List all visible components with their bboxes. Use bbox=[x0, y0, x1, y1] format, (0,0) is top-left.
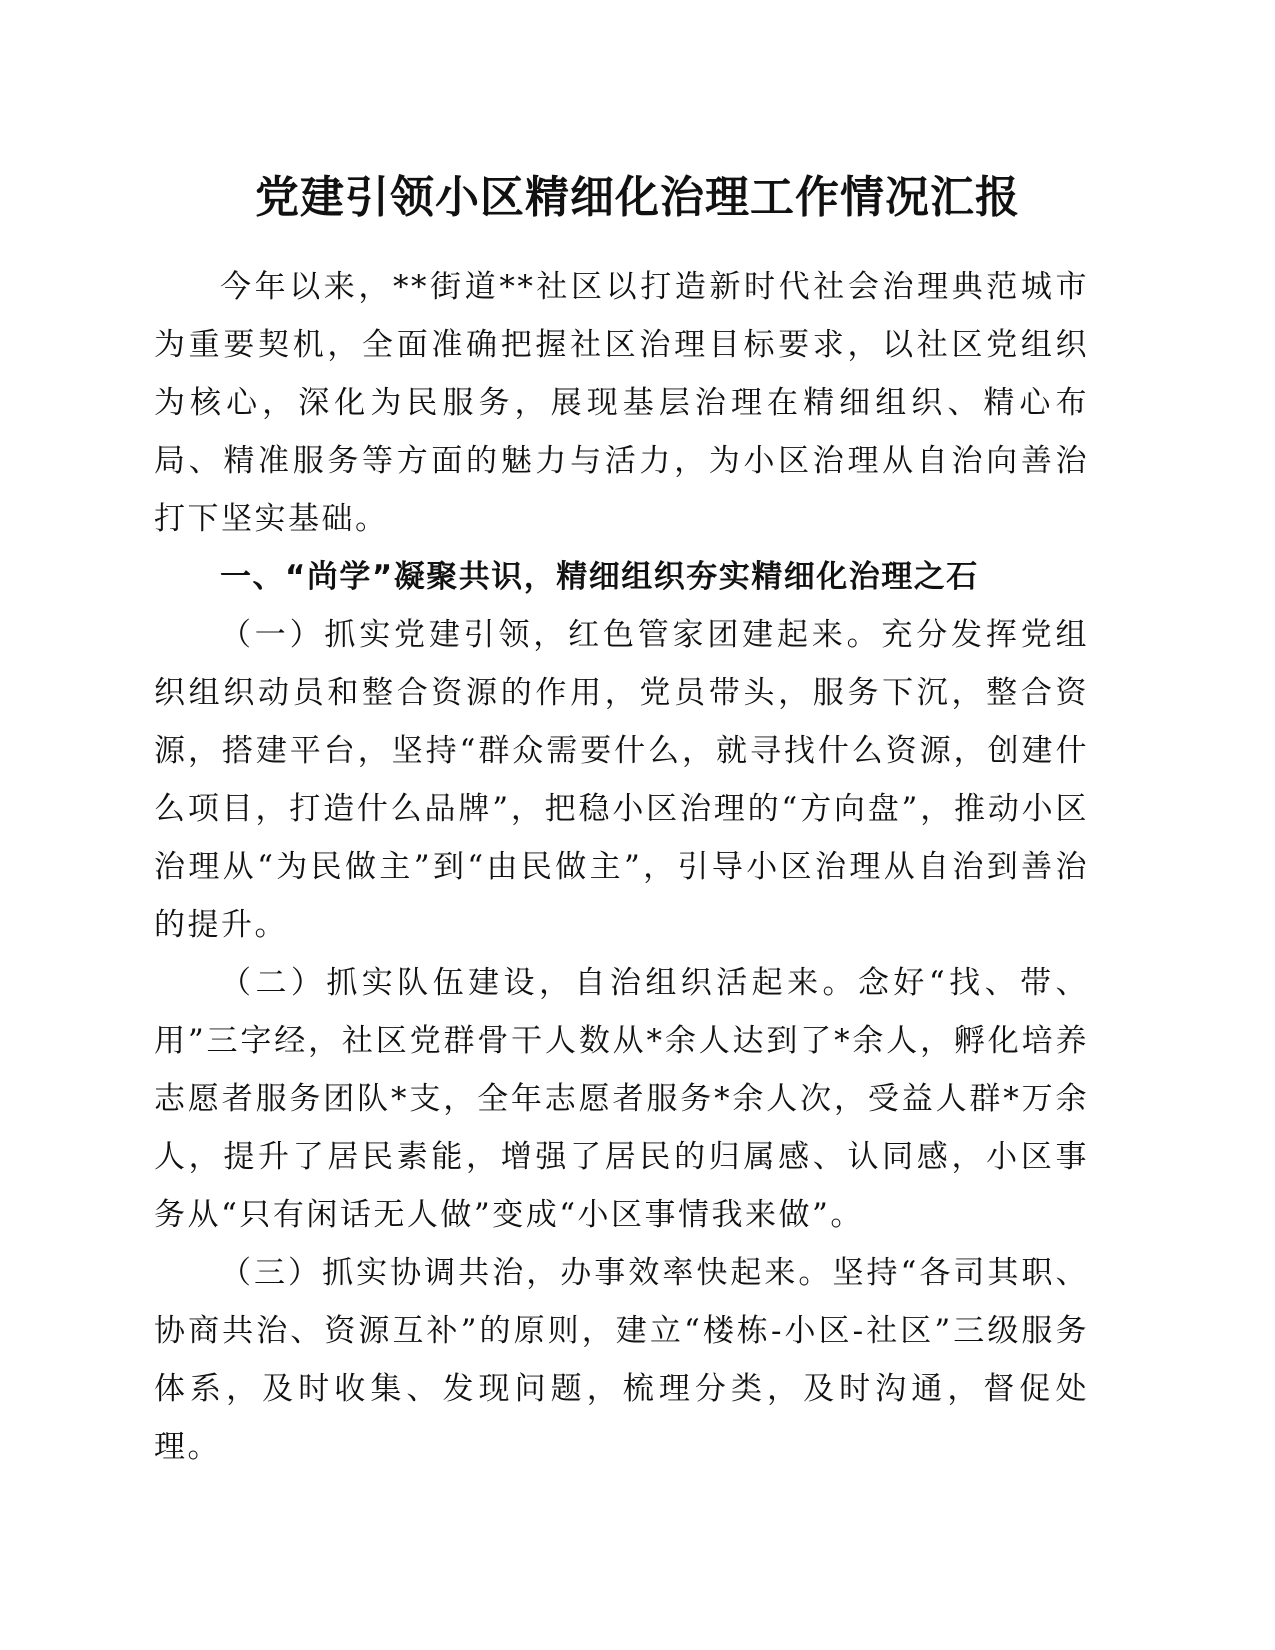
intro-paragraph: 今年以来，**街道**社区以打造新时代社会治理典范城市为重要契机，全面准确把握社区治理目标要求，以社区党组织为核心，深化为民服务，展现基层治理在精细组织、精心布局、精准服务等方面的魅力与活力，为小区治理从自治向善治打下坚实基础。 bbox=[154, 269, 1089, 537]
paragraph-1: （一）抓实党建引领，红色管家团建起来。充分发挥党组织组织动员和整合资源的作用，党员带头，服务下沉，整合资源，搭建平台，坚持“群众需要什么，就寻找什么资源，创建什么项目，打造什么品牌”，把稳小区治理的“方向盘”，推动小区治理从“为民做主”到“由民做主”，引导小区治理从自治到善治的提升。 bbox=[154, 617, 1089, 943]
section-heading: 一、“尚学”凝聚共识，精细组织夯实精细化治理之石 bbox=[220, 559, 979, 595]
document-body bbox=[154, 258, 1089, 1476]
document-title: 党建引领小区精细化治理工作情况汇报 bbox=[255, 172, 1020, 223]
paragraph-2: （二）抓实队伍建设，自治组织活起来。念好“找、带、用”三字经，社区党群骨干人数从*余人达到了*余人，孵化培养志愿者服务团队*支，全年志愿者服务*余人次，受益人群*万余人，提升了居民素能，增强了居民的归属感、认同感，小区事务从“只有闲话无人做”变成“小区事情我来做”。 bbox=[154, 965, 1089, 1233]
paragraph-3: （三）抓实协调共治，办事效率快起来。坚持“各司其职、协商共治、资源互补”的原则，建立“楼栋-小区-社区”三级服务体系，及时收集、发现问题，梳理分类，及时沟通，督促处理。 bbox=[154, 1255, 1089, 1465]
